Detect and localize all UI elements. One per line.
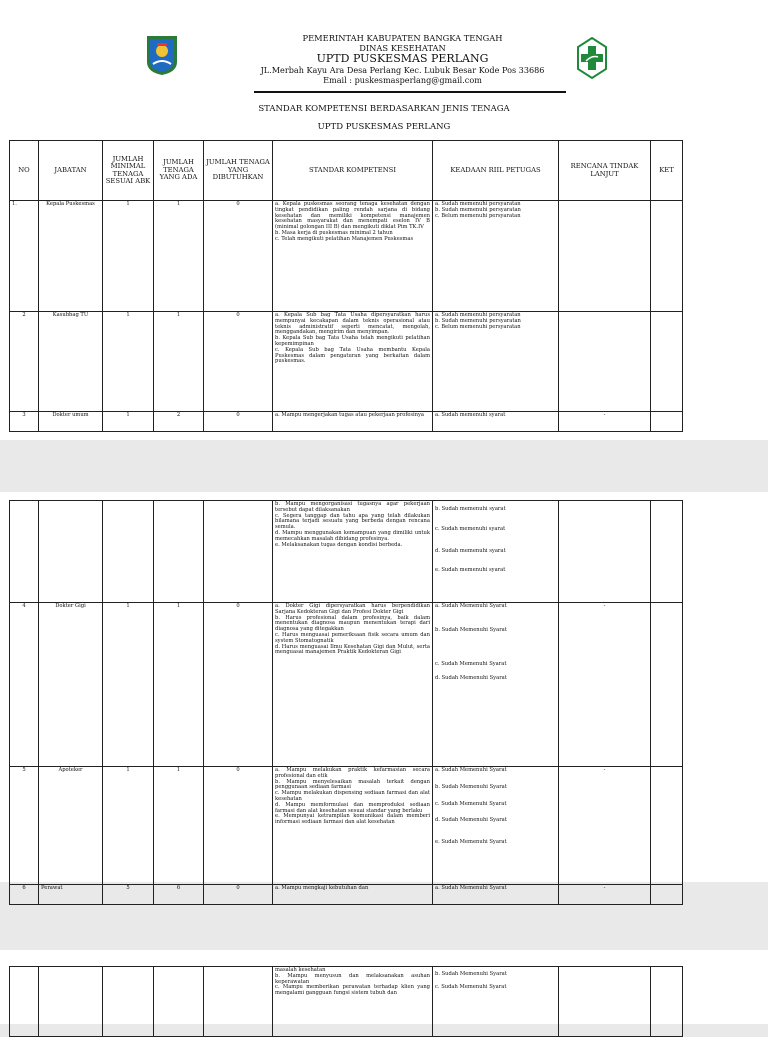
cell-no: 1. [10, 201, 39, 312]
riil-item: d. Sudah Memenuhi Syarat [435, 817, 507, 824]
cell-standar [273, 201, 433, 312]
cell-jabatan [39, 967, 103, 1037]
riil-item: b. Sudah Memenuhi Syarat [435, 626, 507, 633]
cell-jabatan: Dokter umum [39, 412, 103, 432]
cell-abk: 5 [103, 885, 154, 905]
standar-item: c. Telah mengikuti pelatihan Manajemen Puskesmas [275, 235, 414, 242]
standar-item: c. Segera tanggap dan tahu apa yang telah dilakukan bilamana terjadi sesuatu yang berbeda dengan rencana semula. [275, 512, 430, 531]
cell-keadaan-riil [433, 312, 559, 412]
cell-ket [651, 201, 683, 312]
cell-rencana [559, 967, 651, 1037]
riil-item: c. Sudah Memenuhi Syarat [435, 983, 507, 990]
cell-dibutuhkan: 0 [204, 885, 273, 905]
document-page-1 [0, 0, 768, 440]
document-page-2 [0, 492, 768, 891]
cell-no: 6 [10, 885, 39, 905]
riil-item: c. Sudah Memenuhi Syarat [435, 800, 507, 807]
cell-jabatan: Perawat [39, 885, 103, 905]
riil-item: a. Sudah memenuhi syarat [435, 412, 506, 418]
cell-ket [651, 967, 683, 1037]
cell-ket [651, 312, 683, 412]
table-row [10, 885, 683, 905]
riil-item: c. Belum memenuhi persyaratan [435, 323, 521, 330]
cell-keadaan-riil [433, 967, 559, 1037]
riil-item: e. Sudah memenuhi syarat [435, 567, 506, 574]
letterhead-address: JL.Merbah Kayu Ara Desa Perlang Kec. Lubuk Besar Kode Pos 33686 [260, 65, 545, 75]
cell-abk: 1 [103, 603, 154, 767]
cell-rencana: - [559, 767, 651, 885]
cell-abk: 1 [103, 767, 154, 885]
cell-standar [273, 967, 433, 1037]
competency-table [9, 140, 683, 432]
cell-no: 2 [10, 312, 39, 412]
cell-dibutuhkan: 0 [204, 312, 273, 412]
cell-keadaan-riil [433, 885, 559, 905]
column-header-ket: KET [651, 141, 683, 201]
letterhead-email: Email : puskesmasperlang@gmail.com [323, 75, 482, 85]
standar-item: b. Kepala Sub bag Tata Usaha telah mengikuti pelatihan kepemimpinan [275, 335, 430, 347]
cell-rencana [559, 312, 651, 412]
riil-item: a. Sudah Memenuhi Syarat [435, 885, 507, 891]
column-header-rencana: RENCANA TINDAK LANJUT [559, 141, 651, 201]
cell-abk [103, 967, 154, 1037]
cell-ket [651, 885, 683, 905]
competency-table-continued [9, 500, 683, 905]
standar-item: b. Masa kerja di puskesmas minimal 2 tahun [275, 229, 393, 236]
cell-ket [651, 603, 683, 767]
letterhead [240, 33, 565, 85]
column-header-jabatan: JABATAN [39, 141, 103, 201]
standar-item: b. Mampu mengorganisasi tugasnya agar pekerjaan tersebut dapat dilaksanakan [275, 501, 430, 513]
cell-standar [273, 412, 433, 432]
document-title: STANDAR KOMPETENSI BERDASARKAN JENIS TENAGA [258, 104, 510, 114]
competency-table-continued-2 [9, 966, 683, 1037]
cell-dibutuhkan [204, 967, 273, 1037]
cell-rencana [559, 501, 651, 603]
letterhead-divider [254, 91, 566, 93]
standar-item: b. Harus profesional dalam profesinya, baik dalam menentukan diagnosa maupun menentukan terapi dari diagnosa yang ditegakkan [275, 614, 430, 633]
standar-item: c. Mampu melakukan dispensing sediaan farmasi dan alat kesehatan [275, 790, 430, 802]
letterhead-department: DINAS KESEHATAN [359, 43, 446, 53]
document-subtitle: UPTD PUSKESMAS PERLANG [317, 122, 451, 132]
cell-abk: 1 [103, 312, 154, 412]
standar-item: c. Kepala Sub bag Tata Usaha membantu Kepala Puskesmas dalam pengaturan yang berkaitan dalam puskesmas. [275, 346, 430, 365]
standar-item: e. Melaksanakan tugas dengan kondisi berbeda. [275, 541, 403, 548]
standar-item: a. Mampu mengkaji kebutuhan dan [275, 885, 369, 891]
table-row [10, 201, 683, 312]
cell-standar [273, 312, 433, 412]
cell-no [10, 501, 39, 603]
cell-abk: 1 [103, 412, 154, 432]
riil-item: b. Sudah Memenuhi Syarat [435, 783, 507, 790]
riil-item: a. Sudah memenuhi persyaratan [435, 201, 521, 207]
standar-item: c. Mampu memberikan perawatan terhadap klien yang mengalami gangguan fungsi sistem tubuh dan [275, 984, 430, 997]
cell-ket [651, 412, 683, 432]
cell-keadaan-riil [433, 603, 559, 767]
riil-item: b. Sudah memenuhi persyaratan [435, 317, 521, 324]
riil-item: a. Sudah Memenuhi Syarat [435, 603, 507, 609]
riil-item: e. Sudah Memenuhi Syarat [435, 839, 507, 846]
cell-ada [154, 967, 204, 1037]
standar-item: d. Harus menguasai Ilmu Kesehatan Gigi dan Mulut, serta menguasai manajemen Praktik Kedokteran Gigi [275, 643, 430, 656]
cell-dibutuhkan: 0 [204, 201, 273, 312]
cell-jabatan: Kasubbag TU [39, 312, 103, 412]
standar-item: d. Mampu menggunakan kemampuan yang dimiliki untuk memecahkan masalah dibidang profesinya. [275, 529, 430, 542]
riil-item: d. Sudah Memenuhi Syarat [435, 675, 507, 682]
standar-item: a. Mampu mengerjakan tugas atau pekerjaan profesinya [275, 412, 425, 418]
standar-item: a. Kepala puskesmas seorang tenaga kesehatan dengan tingkat pendidikan paling rendah sarjana di bidang kesehatan dan memiliki kompetensi manajemen kesehatan masyarakat dan menempati eselon IV B (minimal golongan III B) dan mengikuti diklat Pim TK.IV [275, 201, 430, 231]
cell-ada: 6 [154, 885, 204, 905]
column-header-dibutuhkan: JUMLAH TENAGA YANG DIBUTUHKAN [204, 141, 273, 201]
cell-dibutuhkan [204, 501, 273, 603]
cell-no: 5 [10, 767, 39, 885]
riil-item: c. Sudah memenuhi syarat [435, 525, 506, 532]
riil-item: d. Sudah memenuhi syarat [435, 547, 506, 554]
cell-standar [273, 885, 433, 905]
standar-item: e. Mempunyai ketrampilan komunikasi dalam memberi informasi sediaan farmasi dan alat kesehatan [275, 813, 430, 826]
cell-ada: 1 [154, 201, 204, 312]
cell-no [10, 967, 39, 1037]
standar-item: a. Dokter Gigi dipersyaratkan harus berpendidikan Sarjana Kedokteran Gigi dan Profesi Dokter Gigi [275, 603, 430, 615]
table-row [10, 312, 683, 412]
standar-item: b. Mampu menyusun dan melaksanakan asuhan keperawatan [275, 972, 430, 985]
column-header-no: NO [10, 141, 39, 201]
cell-ada: 2 [154, 412, 204, 432]
column-header-standar: STANDAR KOMPETENSI [273, 141, 433, 201]
column-header-ada: JUMLAH TENAGA YANG ADA [154, 141, 204, 201]
riil-item: b. Sudah memenuhi persyaratan [435, 206, 521, 213]
cell-keadaan-riil [433, 501, 559, 603]
cell-ket [651, 501, 683, 603]
puskesmas-cross-logo-icon [577, 37, 607, 79]
cell-jabatan [39, 501, 103, 603]
cell-dibutuhkan: 0 [204, 412, 273, 432]
standar-item: d. Mampu memformulasi dan memproduksi sediaan farmasi dan alat kesehatan sesuai standar yang berlaku [275, 801, 430, 814]
cell-ada: 1 [154, 767, 204, 885]
cell-rencana: - [559, 412, 651, 432]
cell-ada: 1 [154, 312, 204, 412]
riil-item: a. Sudah memenuhi persyaratan [435, 312, 521, 318]
riil-item: c. Belum memenuhi persyaratan [435, 212, 521, 219]
standar-item: a. Kepala Sub bag Tata Usaha dipersyaratkan harus mempunyai kecakapan dalam teknis operasional atau teknis administratif seperti mencatat, mengolah, menggandakan, mengirim dan menyimpan. [275, 312, 430, 336]
cell-standar [273, 501, 433, 603]
table-header-row [10, 141, 683, 201]
standar-item: masalah kesehatan [275, 967, 326, 973]
cell-no: 3 [10, 412, 39, 432]
cell-abk: 1 [103, 201, 154, 312]
document-page-3 [0, 950, 768, 1024]
cell-keadaan-riil [433, 201, 559, 312]
cell-jabatan: Kepala Puskesmas [39, 201, 103, 312]
cell-jabatan: Apoteker [39, 767, 103, 885]
cell-keadaan-riil [433, 767, 559, 885]
riil-item: b. Sudah Memenuhi Syarat [435, 971, 507, 977]
riil-item: c. Sudah Memenuhi Syarat [435, 660, 507, 667]
standar-item: b. Mampu menyelesaikan masalah terkait dengan penggunaan sediaan farmasi [275, 778, 430, 791]
standar-item: a. Mampu melakukan praktik kefarmasian secara profesional dan etik [275, 767, 430, 779]
table-row [10, 501, 683, 603]
cell-rencana [559, 201, 651, 312]
cell-no: 4 [10, 603, 39, 767]
cell-dibutuhkan: 0 [204, 767, 273, 885]
cell-standar [273, 767, 433, 885]
cell-ket [651, 767, 683, 885]
letterhead-government: PEMERINTAH KABUPATEN BANGKA TENGAH [302, 33, 503, 43]
cell-ada [154, 501, 204, 603]
cell-standar [273, 603, 433, 767]
standar-item: c. Harus menguasai pemeriksaan fisik secara umum dan system Stomatognatik [275, 631, 430, 644]
kabupaten-logo-icon [145, 34, 179, 76]
cell-jabatan: Dokter Gigi [39, 603, 103, 767]
cell-keadaan-riil [433, 412, 559, 432]
table-row [10, 967, 683, 1037]
column-header-abk: JUMLAH MINIMAL TENAGA SESUAI ABK [103, 141, 154, 201]
cell-rencana: - [559, 885, 651, 905]
table-row [10, 767, 683, 885]
table-row [10, 603, 683, 767]
column-header-keadaan-riil: KEADAAN RIIL PETUGAS [433, 141, 559, 201]
riil-item: a. Sudah Memenuhi Syarat [435, 767, 507, 773]
riil-item: b. Sudah memenuhi syarat [435, 506, 506, 512]
cell-dibutuhkan: 0 [204, 603, 273, 767]
table-row [10, 412, 683, 432]
cell-rencana: - [559, 603, 651, 767]
letterhead-institution: UPTD PUSKESMAS PERLANG [316, 52, 489, 65]
cell-ada: 1 [154, 603, 204, 767]
cell-abk [103, 501, 154, 603]
